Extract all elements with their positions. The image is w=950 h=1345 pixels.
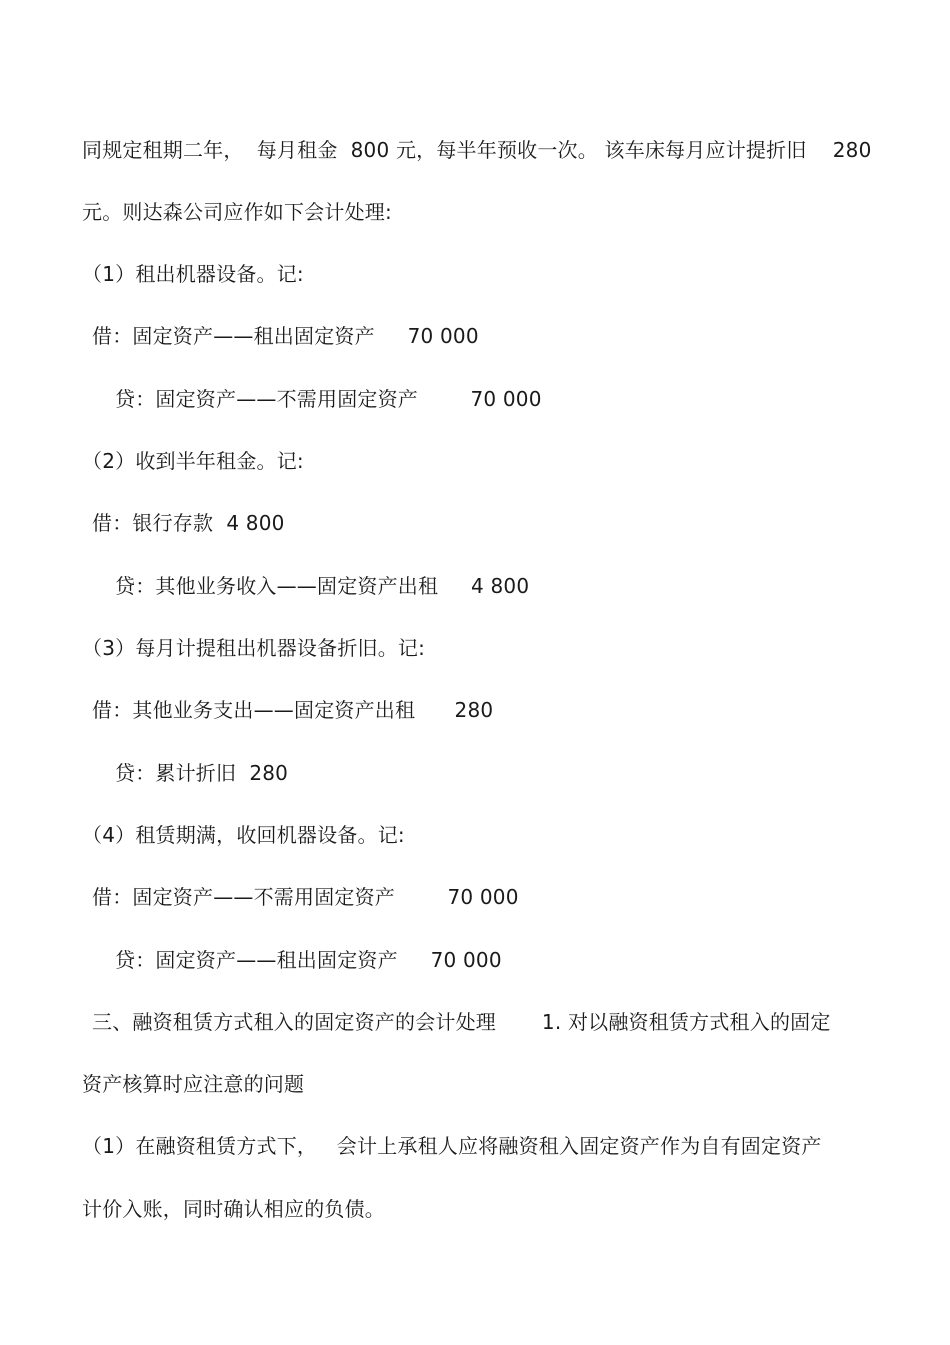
credit-entry: 贷：固定资产——租出固定资产 70 000	[115, 948, 502, 972]
step-heading: （4）租赁期满，收回机器设备。记:	[82, 823, 405, 847]
credit-entry: 贷：其他业务收入——固定资产出租 4 800	[115, 574, 530, 598]
paragraph-line: （1）在融资租赁方式下， 会计上承租人应将融资租入固定资产作为自有固定资产	[82, 1134, 822, 1158]
credit-entry: 贷：累计折旧 280	[115, 761, 289, 785]
step-heading: （2）收到半年租金。记:	[82, 449, 304, 473]
credit-entry: 贷：固定资产——不需用固定资产 70 000	[115, 387, 542, 411]
section-heading: 三、融资租赁方式租入的固定资产的会计处理 1. 对以融资租赁方式租入的固定	[92, 1010, 831, 1034]
debit-entry: 借：固定资产——租出固定资产 70 000	[92, 324, 479, 348]
paragraph-line: 同规定租期二年， 每月租金 800 元，每半年预收一次。 该车床每月应计提折旧 280	[82, 138, 872, 162]
paragraph-line: 计价入账，同时确认相应的负债。	[82, 1197, 385, 1221]
step-heading: （1）租出机器设备。记:	[82, 262, 304, 286]
paragraph-line: 元。则达森公司应作如下会计处理:	[82, 200, 392, 224]
step-heading: （3）每月计提租出机器设备折旧。记:	[82, 636, 426, 660]
debit-entry: 借：固定资产——不需用固定资产 70 000	[92, 885, 519, 909]
debit-entry: 借：银行存款 4 800	[92, 511, 285, 535]
paragraph-line: 资产核算时应注意的问题	[82, 1072, 305, 1096]
debit-entry: 借：其他业务支出——固定资产出租 280	[92, 698, 494, 722]
